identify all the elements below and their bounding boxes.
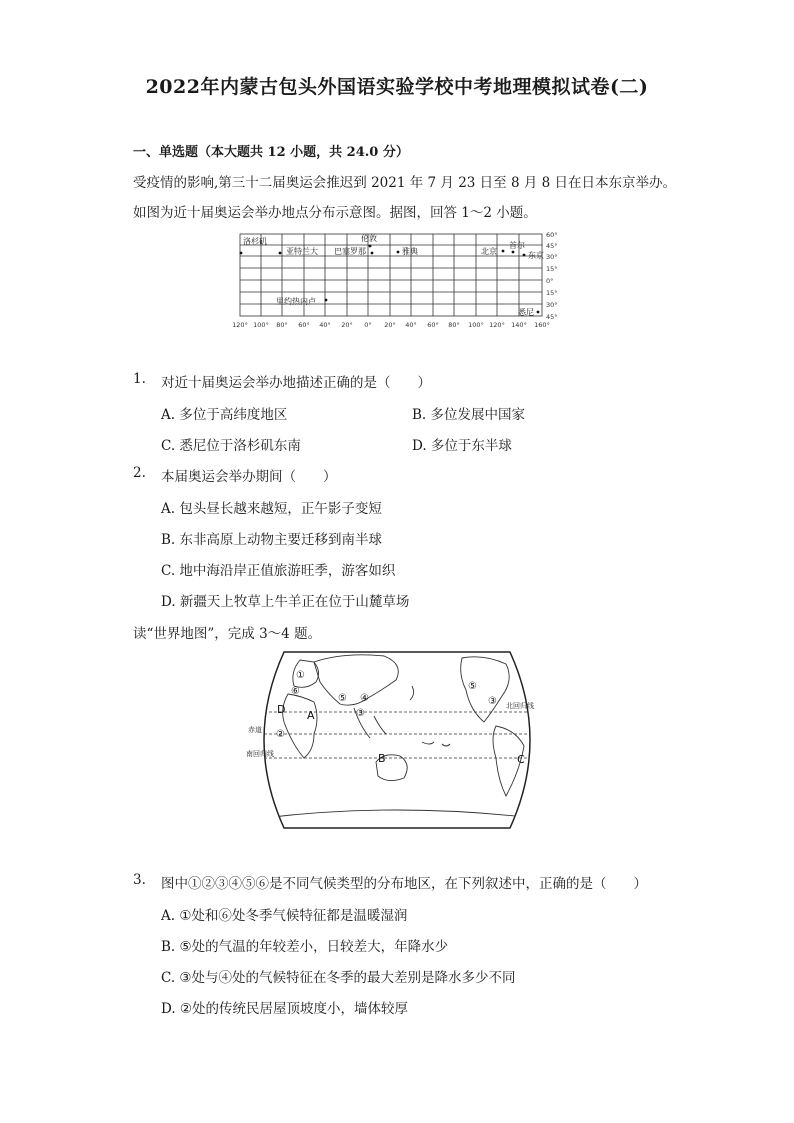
region-c-label: C: [517, 753, 525, 766]
question-3-option-a: A. ①处和⑥处冬季气候特征都是温暖湿润: [161, 908, 408, 924]
lon-label: 120°: [489, 321, 505, 329]
lon-label: 140°: [511, 321, 527, 329]
question-2-option-b: B. 东非高原上动物主要迁移到南半球: [161, 532, 383, 548]
lon-label: 40°: [319, 321, 331, 329]
map-instruction: 读“世界地图”，完成 3～4 题。: [133, 626, 322, 642]
question-2-option-d: D. 新疆天上牧草上牛羊正在位于山麓草场: [161, 594, 410, 610]
climate-1-label: ①: [296, 670, 305, 681]
question-3-option-c: C. ③处与④处的气候特征在冬季的最大差别是降水多少不同: [161, 970, 516, 986]
region-a-label: A: [307, 709, 315, 722]
lon-label: 60°: [427, 321, 439, 329]
lon-label: 160°: [534, 321, 550, 329]
region-b-label: B: [378, 752, 386, 765]
lon-label: 20°: [384, 321, 396, 329]
climate-3-label: ③: [356, 708, 365, 719]
climate-3b-label: ③: [488, 696, 497, 707]
climate-4-label: ④: [360, 693, 369, 704]
question-2-option-c: C. 地中海沿岸正值旅游旺季，游客如织: [161, 563, 396, 579]
city-label: 雅典: [402, 247, 418, 256]
lon-label: 120°: [232, 321, 248, 329]
lon-label: 60°: [298, 321, 310, 329]
climate-5b-label: ⑤: [468, 681, 477, 692]
lat-label: 30°: [546, 253, 558, 261]
question-3-option-d: D. ②处的传统民居屋顶坡度小，墙体较厚: [161, 1001, 409, 1017]
city-label: 首尔: [509, 241, 525, 250]
city-label: 悉尼: [518, 308, 534, 317]
climate-2-label: ②: [276, 729, 285, 740]
lon-label: 100°: [468, 321, 484, 329]
intro-line-1: 受疫情的影响,第三十二届奥运会推迟到 2021 年 7 月 23 日至 8 月 8 日在日本东京举办。: [133, 175, 677, 191]
climate-6-label: ⑥: [291, 686, 300, 697]
lon-label: 80°: [276, 321, 288, 329]
tropic-of-cancer-label: 北回归线: [506, 702, 534, 710]
question-1-option-c: C. 悉尼位于洛杉矶东南: [161, 438, 301, 454]
region-d-label: D: [277, 703, 286, 716]
question-1-number: 1.: [133, 371, 146, 387]
lat-label: 45°: [546, 313, 558, 321]
question-1-option-a: A. 多位于高纬度地区: [161, 407, 288, 423]
section-heading: 一、单选题（本大题共 12 小题，共 24.0 分）: [133, 145, 409, 160]
lon-label: 100°: [253, 321, 269, 329]
question-1-stem: 对近十届奥运会举办地描述正确的是（ ）: [161, 375, 431, 391]
lat-label: 60°: [546, 231, 558, 239]
olympic-hosts-figure: [230, 226, 570, 334]
world-map-figure: [244, 646, 550, 834]
lon-label: 80°: [448, 321, 460, 329]
lat-label: 0°: [546, 277, 554, 285]
question-3-number: 3.: [133, 872, 146, 888]
question-3-stem: 图中①②③④⑤⑥是不同气候类型的分布地区，在下列叙述中，正确的是（ ）: [161, 876, 647, 892]
city-label: 东京: [528, 251, 544, 260]
lat-label: 15°: [546, 265, 558, 273]
intro-line-2: 如图为近十届奥运会举办地点分布示意图。据图，回答 1～2 小题。: [133, 205, 537, 221]
city-label: 北京: [481, 247, 497, 256]
city-label: 亚特兰大: [286, 247, 318, 256]
equator-label: 赤道: [248, 726, 262, 734]
question-2-stem: 本届奥运会举办期间（ ）: [161, 469, 337, 485]
question-2-option-a: A. 包头昼长越来越短，正午影子变短: [161, 501, 382, 517]
question-3-option-b: B. ⑤处的气温的年较差小，日较差大，年降水少: [161, 939, 449, 955]
question-1-option-b: B. 多位发展中国家: [412, 407, 526, 423]
tropic-of-capricorn-label: 南回归线: [246, 750, 274, 758]
city-label: 巴塞罗那: [334, 247, 366, 256]
climate-5-label: ⑤: [338, 693, 347, 704]
lon-label: 40°: [405, 321, 417, 329]
question-2-number: 2.: [133, 465, 146, 481]
city-label: 洛杉矶: [243, 237, 267, 246]
question-1-option-d: D. 多位于东半球: [412, 438, 512, 454]
lon-label: 20°: [341, 321, 353, 329]
lat-label: 30°: [546, 301, 558, 309]
city-label: 里约热内卢: [276, 297, 316, 306]
page-title: 2022年内蒙古包头外国语实验学校中考地理模拟试卷(二): [145, 76, 649, 98]
city-label: 伦敦: [361, 234, 377, 243]
lon-label: 0°: [364, 321, 372, 329]
lat-label: 45°: [546, 242, 558, 250]
lat-label: 15°: [546, 289, 558, 297]
